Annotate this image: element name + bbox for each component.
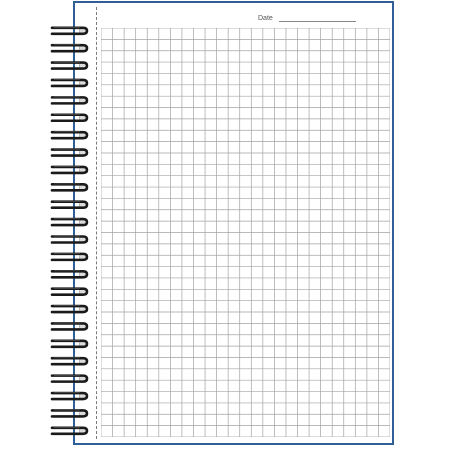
spiral-ring (52, 201, 87, 208)
date-writing-line[interactable] (279, 21, 356, 22)
date-field (258, 15, 356, 23)
spiral-ring (52, 236, 87, 243)
spiral-ring (52, 167, 87, 174)
spiral-ring (52, 219, 87, 226)
spiral-ring (52, 358, 87, 365)
spiral-ring (52, 288, 87, 295)
spiral-ring (52, 97, 87, 104)
spiral-ring (52, 114, 87, 121)
spiral-ring (52, 80, 87, 87)
spiral-ring (52, 253, 87, 260)
spiral-binding (50, 0, 92, 450)
spiral-ring (52, 306, 87, 313)
date-label: Date (258, 15, 273, 22)
spiral-ring (52, 393, 87, 400)
spiral-ring (52, 323, 87, 330)
spiral-ring (52, 149, 87, 156)
graph-grid (101, 28, 390, 437)
spiral-ring (52, 340, 87, 347)
spiral-ring (52, 271, 87, 278)
spiral-ring (52, 45, 87, 52)
spiral-ring (52, 184, 87, 191)
spiral-ring (52, 132, 87, 139)
spiral-ring (52, 27, 87, 34)
notebook-page (73, 1, 394, 445)
perforation-line (96, 7, 97, 439)
spiral-ring (52, 410, 87, 417)
spiral-ring (52, 427, 87, 434)
spiral-ring (52, 62, 87, 69)
spiral-ring (52, 375, 87, 382)
